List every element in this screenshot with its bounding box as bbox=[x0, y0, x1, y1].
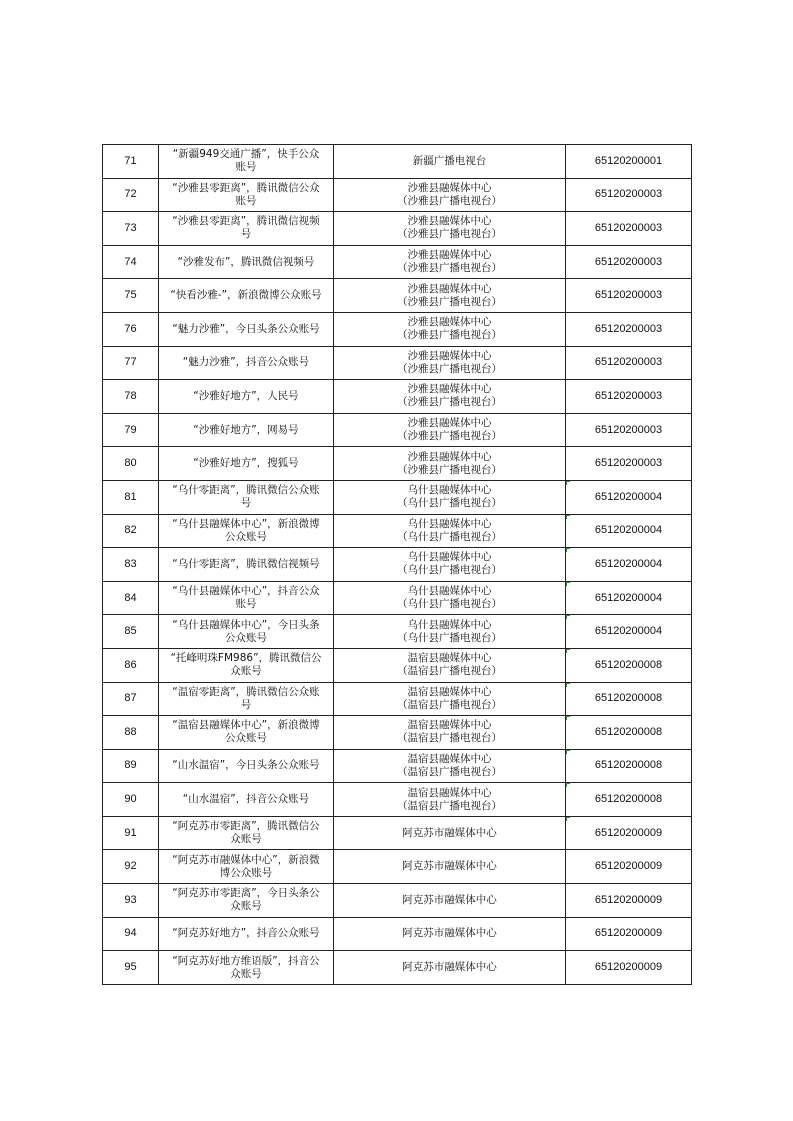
cell-error-marker-icon bbox=[566, 750, 570, 754]
table-row bbox=[103, 413, 692, 447]
account-name-cell bbox=[159, 581, 334, 615]
organization-subname: （温宿县广播电视台） bbox=[397, 732, 502, 745]
registration-code-text: 65120200009 bbox=[594, 961, 663, 974]
organization-cell bbox=[334, 380, 566, 414]
organization-subname: （沙雅县广播电视台） bbox=[397, 463, 502, 476]
row-number-cell: 90 bbox=[103, 783, 159, 817]
table-row bbox=[103, 514, 692, 548]
organization-cell bbox=[334, 917, 566, 951]
organization-cell bbox=[334, 749, 566, 783]
organization-cell bbox=[334, 279, 566, 313]
organization-name: 沙雅县融媒体中心 bbox=[407, 316, 492, 329]
table-row bbox=[103, 816, 692, 850]
organization-name: 温宿县融媒体中心 bbox=[407, 752, 492, 765]
organization-cell bbox=[334, 648, 566, 682]
organization-name: 温宿县融媒体中心 bbox=[407, 685, 492, 698]
organization-cell bbox=[334, 178, 566, 212]
account-name-cell bbox=[159, 951, 334, 985]
row-number-cell: 81 bbox=[103, 480, 159, 514]
account-name-text: “沙雅发布”，腾讯微信视频号 bbox=[177, 255, 315, 268]
registration-code-cell bbox=[566, 850, 692, 884]
registration-code-text: 65120200004 bbox=[594, 625, 663, 638]
row-number-cell: 91 bbox=[103, 816, 159, 850]
account-name-text: “新疆949交通广播”，快手公众账号 bbox=[172, 148, 320, 174]
account-name-cell bbox=[159, 917, 334, 951]
organization-name: 阿克苏市融媒体中心 bbox=[402, 927, 497, 940]
organization-name: 阿克苏市融媒体中心 bbox=[402, 826, 497, 839]
organization-name: 沙雅县融媒体中心 bbox=[407, 349, 492, 362]
account-name-text: “沙雅好地方”，人民号 bbox=[193, 389, 299, 402]
organization-subname: （沙雅县广播电视台） bbox=[397, 228, 502, 241]
row-number-cell: 79 bbox=[103, 413, 159, 447]
account-name-cell bbox=[159, 783, 334, 817]
organization-subname: （沙雅县广播电视台） bbox=[397, 194, 502, 207]
row-number-cell: 75 bbox=[103, 279, 159, 313]
registration-code-cell bbox=[566, 615, 692, 649]
cell-error-marker-icon bbox=[566, 817, 570, 821]
registration-code-text: 65120200003 bbox=[594, 356, 663, 369]
row-number-cell: 89 bbox=[103, 749, 159, 783]
account-name-cell bbox=[159, 346, 334, 380]
registration-code-text: 65120200004 bbox=[594, 524, 663, 537]
account-name-text: “乌什县融媒体中心”，抖音公众账号 bbox=[172, 585, 320, 611]
registration-code-text: 65120200003 bbox=[594, 389, 663, 402]
account-name-cell bbox=[159, 178, 334, 212]
cell-error-marker-icon bbox=[566, 716, 570, 720]
organization-cell bbox=[334, 783, 566, 817]
registration-code-cell bbox=[566, 783, 692, 817]
organization-cell bbox=[334, 548, 566, 582]
organization-subname: （乌什县广播电视台） bbox=[397, 497, 502, 510]
account-name-cell bbox=[159, 245, 334, 279]
registration-code-text: 65120200003 bbox=[594, 289, 663, 302]
table-row bbox=[103, 480, 692, 514]
account-name-text: “沙雅县零距离”，腾讯微信公众账号 bbox=[172, 181, 320, 207]
organization-name: 沙雅县融媒体中心 bbox=[407, 181, 492, 194]
cell-error-marker-icon bbox=[566, 615, 570, 619]
account-name-text: “乌什县融媒体中心”，新浪微博公众账号 bbox=[172, 517, 320, 543]
account-name-cell bbox=[159, 413, 334, 447]
organization-cell bbox=[334, 447, 566, 481]
registration-code-text: 65120200009 bbox=[594, 826, 663, 839]
table-row bbox=[103, 178, 692, 212]
registration-code-text: 65120200008 bbox=[594, 658, 663, 671]
account-name-text: “魅力沙雅”，今日头条公众账号 bbox=[172, 322, 320, 335]
account-name-text: “乌什零距离”，腾讯微信视频号 bbox=[172, 557, 320, 570]
account-name-cell bbox=[159, 380, 334, 414]
registration-code-cell bbox=[566, 413, 692, 447]
organization-name: 温宿县融媒体中心 bbox=[407, 652, 492, 665]
registration-code-text: 65120200008 bbox=[594, 725, 663, 738]
account-name-cell bbox=[159, 212, 334, 246]
registration-code-cell bbox=[566, 716, 692, 750]
account-name-text: “快看沙雅-”，新浪微博公众账号 bbox=[170, 289, 322, 302]
organization-cell bbox=[334, 850, 566, 884]
registration-code-text: 65120200004 bbox=[594, 557, 663, 570]
table-row bbox=[103, 346, 692, 380]
registration-code-text: 65120200009 bbox=[594, 893, 663, 906]
row-number-cell: 77 bbox=[103, 346, 159, 380]
registration-code-cell bbox=[566, 145, 692, 179]
row-number-cell: 92 bbox=[103, 850, 159, 884]
account-name-text: “托峰明珠FM986”，腾讯微信公众账号 bbox=[170, 652, 322, 678]
account-name-cell bbox=[159, 548, 334, 582]
organization-cell bbox=[334, 951, 566, 985]
account-name-text: “温宿零距离”，腾讯微信公众账号 bbox=[172, 685, 320, 711]
organization-name: 沙雅县融媒体中心 bbox=[407, 417, 492, 430]
table-row bbox=[103, 380, 692, 414]
registration-code-text: 65120200009 bbox=[594, 927, 663, 940]
cell-error-marker-icon bbox=[566, 548, 570, 552]
registration-code-cell bbox=[566, 312, 692, 346]
row-number-cell: 73 bbox=[103, 212, 159, 246]
organization-cell bbox=[334, 413, 566, 447]
organization-name: 沙雅县融媒体中心 bbox=[407, 450, 492, 463]
account-name-text: “山水温宿”，今日头条公众账号 bbox=[172, 759, 320, 772]
organization-cell bbox=[334, 346, 566, 380]
organization-cell bbox=[334, 615, 566, 649]
row-number-cell: 84 bbox=[103, 581, 159, 615]
organization-subname: （温宿县广播电视台） bbox=[397, 665, 502, 678]
cell-error-marker-icon bbox=[566, 649, 570, 653]
row-number-cell: 71 bbox=[103, 145, 159, 179]
account-name-cell bbox=[159, 816, 334, 850]
registration-code-cell bbox=[566, 816, 692, 850]
organization-name: 新疆广播电视台 bbox=[412, 154, 487, 167]
registration-code-cell bbox=[566, 917, 692, 951]
organization-subname: （乌什县广播电视台） bbox=[397, 598, 502, 611]
registration-code-cell bbox=[566, 648, 692, 682]
organization-name: 阿克苏市融媒体中心 bbox=[402, 860, 497, 873]
account-name-text: “阿克苏好地方”，抖音公众账号 bbox=[172, 927, 320, 940]
organization-cell bbox=[334, 514, 566, 548]
account-name-text: “沙雅好地方”，搜狐号 bbox=[193, 457, 299, 470]
organization-subname: （沙雅县广播电视台） bbox=[397, 262, 502, 275]
account-name-text: “阿克苏市融媒体中心”，新浪微博公众账号 bbox=[172, 853, 320, 879]
row-number-cell: 82 bbox=[103, 514, 159, 548]
account-name-text: “阿克苏好地方维语版”，抖音公众账号 bbox=[172, 954, 320, 980]
registration-code-cell bbox=[566, 749, 692, 783]
registration-code-cell bbox=[566, 245, 692, 279]
registration-code-cell bbox=[566, 514, 692, 548]
organization-name: 沙雅县融媒体中心 bbox=[407, 249, 492, 262]
account-name-text: “沙雅好地方”，网易号 bbox=[193, 423, 299, 436]
row-number-cell: 88 bbox=[103, 716, 159, 750]
cell-error-marker-icon bbox=[566, 582, 570, 586]
row-number-cell: 93 bbox=[103, 884, 159, 918]
registration-code-text: 65120200008 bbox=[594, 692, 663, 705]
row-number-cell: 86 bbox=[103, 648, 159, 682]
table-row bbox=[103, 581, 692, 615]
table-row bbox=[103, 145, 692, 179]
account-name-cell bbox=[159, 447, 334, 481]
registration-code-cell bbox=[566, 548, 692, 582]
registration-code-cell bbox=[566, 346, 692, 380]
account-name-text: “阿克苏市零距离”，腾讯微信公众账号 bbox=[172, 820, 320, 846]
table-row bbox=[103, 447, 692, 481]
account-name-text: “乌什县融媒体中心”，今日头条公众账号 bbox=[172, 618, 320, 644]
organization-cell bbox=[334, 716, 566, 750]
registration-code-cell bbox=[566, 951, 692, 985]
cell-error-marker-icon bbox=[566, 783, 570, 787]
table-row bbox=[103, 212, 692, 246]
cell-error-marker-icon bbox=[566, 683, 570, 687]
organization-cell bbox=[334, 480, 566, 514]
table-row bbox=[103, 682, 692, 716]
account-name-cell bbox=[159, 716, 334, 750]
table-row bbox=[103, 783, 692, 817]
registration-code-cell bbox=[566, 884, 692, 918]
account-name-cell bbox=[159, 145, 334, 179]
organization-name: 温宿县融媒体中心 bbox=[407, 786, 492, 799]
table-row bbox=[103, 716, 692, 750]
row-number-cell: 80 bbox=[103, 447, 159, 481]
table-row bbox=[103, 850, 692, 884]
organization-name: 乌什县融媒体中心 bbox=[407, 585, 492, 598]
row-number-cell: 85 bbox=[103, 615, 159, 649]
organization-cell bbox=[334, 816, 566, 850]
account-name-text: “山水温宿”，抖音公众账号 bbox=[182, 793, 310, 806]
organization-name: 温宿县融媒体中心 bbox=[407, 719, 492, 732]
organization-subname: （乌什县广播电视台） bbox=[397, 631, 502, 644]
row-number-cell: 78 bbox=[103, 380, 159, 414]
account-name-text: “阿克苏市零距离”，今日头条公众账号 bbox=[172, 887, 320, 913]
account-name-text: “魅力沙雅”，抖音公众账号 bbox=[182, 356, 310, 369]
table-row bbox=[103, 884, 692, 918]
account-name-text: “乌什零距离”，腾讯微信公众账号 bbox=[172, 484, 320, 510]
registration-code-cell bbox=[566, 480, 692, 514]
registration-code-text: 65120200001 bbox=[594, 154, 663, 167]
table-row bbox=[103, 245, 692, 279]
registration-code-text: 65120200003 bbox=[594, 221, 663, 234]
row-number-cell: 76 bbox=[103, 312, 159, 346]
registration-code-text: 65120200003 bbox=[594, 457, 663, 470]
row-number-cell: 72 bbox=[103, 178, 159, 212]
registration-code-text: 65120200008 bbox=[594, 793, 663, 806]
registration-code-text: 65120200004 bbox=[594, 490, 663, 503]
registration-code-text: 65120200004 bbox=[594, 591, 663, 604]
account-name-cell bbox=[159, 312, 334, 346]
registration-code-text: 65120200008 bbox=[594, 759, 663, 772]
organization-subname: （沙雅县广播电视台） bbox=[397, 430, 502, 443]
table-row bbox=[103, 917, 692, 951]
organization-cell bbox=[334, 145, 566, 179]
organization-cell bbox=[334, 245, 566, 279]
account-name-cell bbox=[159, 648, 334, 682]
registration-code-text: 65120200009 bbox=[594, 860, 663, 873]
registration-code-cell bbox=[566, 581, 692, 615]
registration-code-text: 65120200003 bbox=[594, 255, 663, 268]
account-name-cell bbox=[159, 279, 334, 313]
table-body bbox=[103, 145, 692, 985]
organization-subname: （沙雅县广播电视台） bbox=[397, 295, 502, 308]
organization-cell bbox=[334, 682, 566, 716]
organization-cell bbox=[334, 884, 566, 918]
registration-code-text: 65120200003 bbox=[594, 322, 663, 335]
account-name-cell bbox=[159, 850, 334, 884]
table-row bbox=[103, 312, 692, 346]
media-accounts-table bbox=[102, 144, 692, 985]
organization-subname: （沙雅县广播电视台） bbox=[397, 396, 502, 409]
organization-name: 沙雅县融媒体中心 bbox=[407, 383, 492, 396]
account-name-cell bbox=[159, 480, 334, 514]
account-name-cell bbox=[159, 514, 334, 548]
organization-subname: （乌什县广播电视台） bbox=[397, 564, 502, 577]
organization-subname: （温宿县广播电视台） bbox=[397, 799, 502, 812]
table-row bbox=[103, 951, 692, 985]
table-row bbox=[103, 615, 692, 649]
account-name-cell bbox=[159, 884, 334, 918]
registration-code-text: 65120200003 bbox=[594, 423, 663, 436]
row-number-cell: 74 bbox=[103, 245, 159, 279]
cell-error-marker-icon bbox=[566, 515, 570, 519]
account-name-cell bbox=[159, 615, 334, 649]
organization-cell bbox=[334, 212, 566, 246]
cell-error-marker-icon bbox=[566, 481, 570, 485]
row-number-cell: 95 bbox=[103, 951, 159, 985]
account-name-text: “温宿县融媒体中心”，新浪微博公众账号 bbox=[172, 719, 320, 745]
organization-name: 乌什县融媒体中心 bbox=[407, 551, 492, 564]
row-number-cell: 87 bbox=[103, 682, 159, 716]
table-row bbox=[103, 279, 692, 313]
organization-cell bbox=[334, 581, 566, 615]
organization-subname: （乌什县广播电视台） bbox=[397, 530, 502, 543]
table-row bbox=[103, 749, 692, 783]
organization-name: 阿克苏市融媒体中心 bbox=[402, 961, 497, 974]
table-row bbox=[103, 648, 692, 682]
account-name-cell bbox=[159, 749, 334, 783]
registration-code-cell bbox=[566, 380, 692, 414]
registration-code-cell bbox=[566, 682, 692, 716]
organization-subname: （沙雅县广播电视台） bbox=[397, 362, 502, 375]
account-name-cell bbox=[159, 682, 334, 716]
organization-name: 乌什县融媒体中心 bbox=[407, 517, 492, 530]
organization-subname: （温宿县广播电视台） bbox=[397, 698, 502, 711]
registration-code-cell bbox=[566, 447, 692, 481]
registration-code-cell bbox=[566, 212, 692, 246]
row-number-cell: 83 bbox=[103, 548, 159, 582]
registration-code-cell bbox=[566, 279, 692, 313]
table-row bbox=[103, 548, 692, 582]
organization-subname: （温宿县广播电视台） bbox=[397, 765, 502, 778]
row-number-cell: 94 bbox=[103, 917, 159, 951]
organization-subname: （沙雅县广播电视台） bbox=[397, 329, 502, 342]
organization-name: 乌什县融媒体中心 bbox=[407, 484, 492, 497]
organization-name: 沙雅县融媒体中心 bbox=[407, 282, 492, 295]
organization-cell bbox=[334, 312, 566, 346]
registration-code-text: 65120200003 bbox=[594, 188, 663, 201]
registration-code-cell bbox=[566, 178, 692, 212]
account-name-text: “沙雅县零距离”，腾讯微信视频号 bbox=[172, 215, 320, 241]
organization-name: 阿克苏市融媒体中心 bbox=[402, 893, 497, 906]
organization-name: 乌什县融媒体中心 bbox=[407, 618, 492, 631]
organization-name: 沙雅县融媒体中心 bbox=[407, 215, 492, 228]
